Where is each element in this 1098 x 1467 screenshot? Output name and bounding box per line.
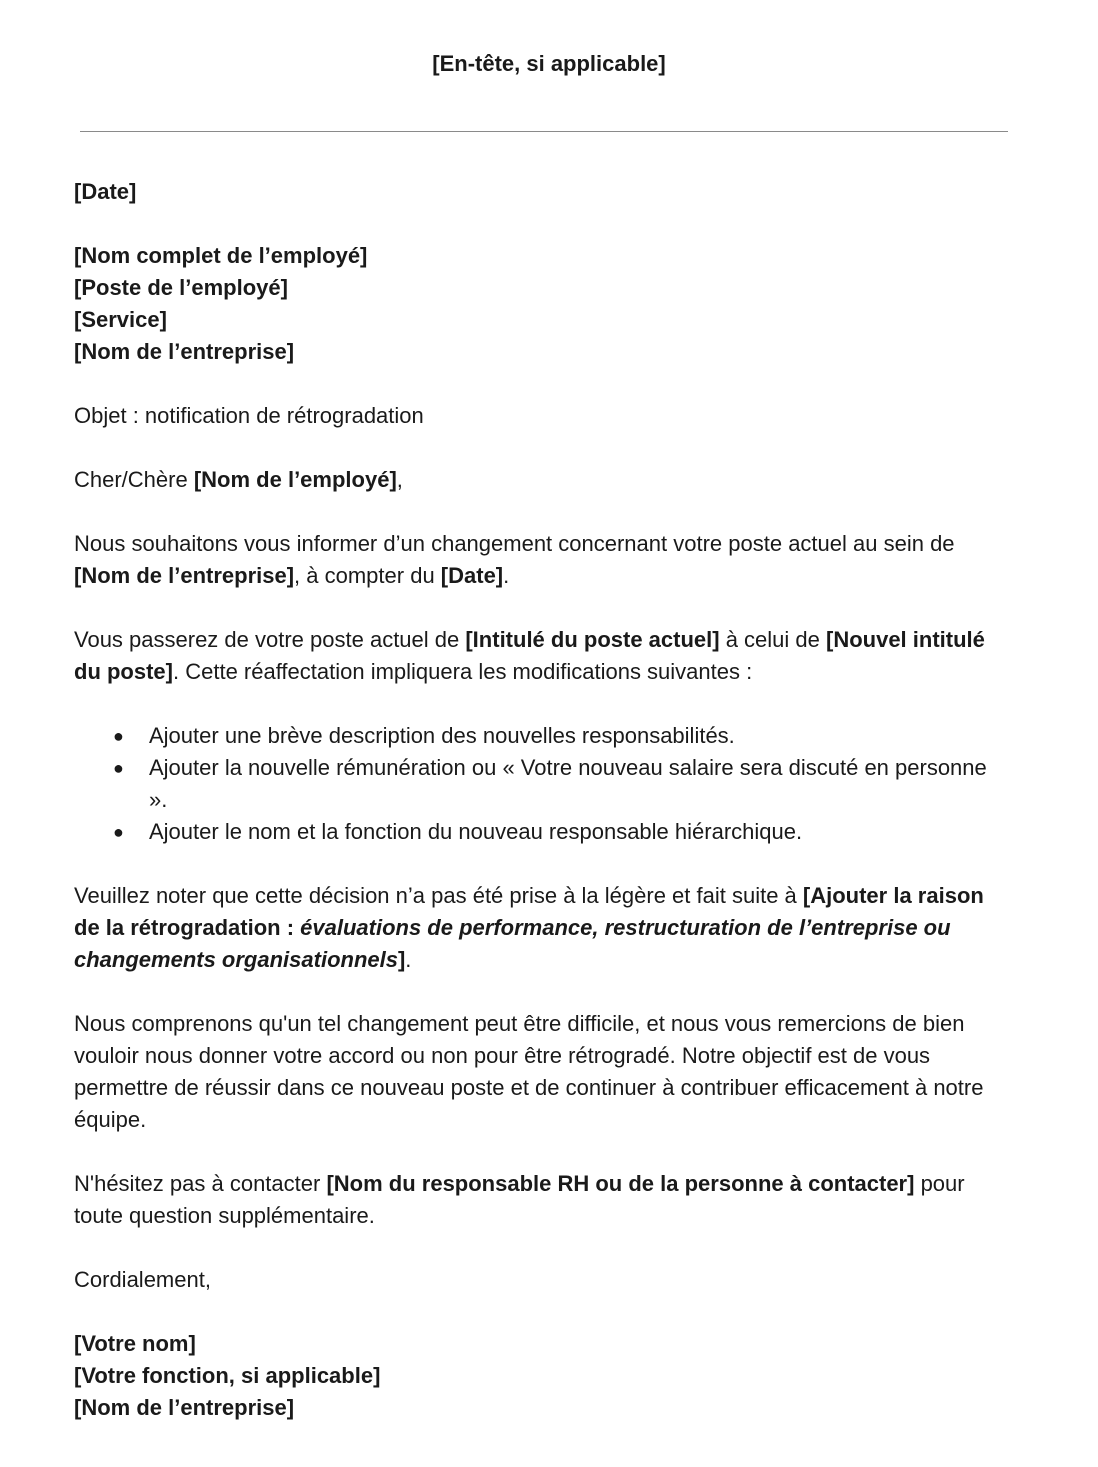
bullet-icon: ● [113,726,124,746]
recipient-department: [Service] [74,307,167,332]
salutation [74,464,1004,496]
paragraph-understanding [74,1008,1004,1136]
reason-text-2: . [405,947,412,972]
letter-body [74,176,1004,1456]
intro-text-1: Nous souhaitons vous informer d’un changement concernant votre poste actuel au sein de [74,531,955,556]
closing-text: Cordialement, [74,1267,211,1292]
paragraph-reassignment [74,624,1004,688]
reason-examples: évaluations de performance, restructuration de l’entreprise ou changements organisationnels [74,915,951,972]
current-title: [Intitulé du poste actuel] [465,627,720,652]
reason-text-1: Veuillez noter que cette décision n’a pas été prise à la légère et fait suite à [74,883,803,908]
contact-text-2: pour toute question supplémentaire. [74,1171,965,1228]
letter-date [74,176,1004,208]
closing [74,1264,1004,1296]
paragraph-intro [74,528,1004,592]
recipient-block [74,240,1004,368]
subject-text: Objet : notification de rétrogradation [74,403,424,428]
reason-open: [Ajouter la raison de la rétrogradation : [74,883,984,940]
reassign-text-1: Vous passerez de votre poste actuel de [74,627,466,652]
changes-list [74,720,1004,848]
bullet-icon: ● [113,822,124,842]
list-item-text: Ajouter le nom et la fonction du nouveau responsable hiérarchique. [149,819,803,844]
new-title: [Nouvel intitulé du poste] [74,627,985,684]
understanding-text: Nous comprenons qu'un tel changement peut être difficile, et nous vous remercions de bien vouloir nous donner votre accord ou non pour être rétrogradé. Notre objectif est de vous permettre de réussir dans ce nouveau poste et de continuer à contribuer efficacement à notre équipe. [74,1011,984,1132]
signature-company: [Nom de l’entreprise] [74,1395,295,1420]
bullet-icon: ● [113,758,124,778]
reassign-text-2: à celui de [719,627,826,652]
list-item-text: Ajouter une brève description des nouvelles responsabilités. [149,723,735,748]
reason-close: ] [397,947,406,972]
intro-date: [Date] [440,563,504,588]
signature-block [74,1328,1004,1424]
list-item [74,752,1004,816]
salutation-prefix: Cher/Chère [74,467,194,492]
salutation-suffix: , [396,467,403,492]
paragraph-contact [74,1168,1004,1232]
list-item [74,816,1004,848]
list-item-text: Ajouter la nouvelle rémunération ou « Votre nouveau salaire sera discuté en personne ». [149,755,987,812]
header-divider [80,131,1008,132]
salutation-name: [Nom de l’employé] [193,467,397,492]
page-header: [En-tête, si applicable] [432,51,666,76]
contact-name: [Nom du responsable RH ou de la personne à contacter] [326,1171,915,1196]
intro-text-3: . [503,563,510,588]
recipient-full-name: [Nom complet de l’employé] [74,243,368,268]
list-item [74,720,1004,752]
contact-text-1: N'hésitez pas à contacter [74,1171,327,1196]
signature-role: [Votre fonction, si applicable] [74,1363,381,1388]
intro-text-2: , à compter du [294,563,441,588]
date-text: [Date] [74,179,137,204]
recipient-company: [Nom de l’entreprise] [74,339,295,364]
recipient-position: [Poste de l’employé] [74,275,288,300]
reassign-text-3: . Cette réaffectation impliquera les modifications suivantes : [173,659,753,684]
signature-name: [Votre nom] [74,1331,196,1356]
paragraph-reason [74,880,1004,976]
letter-subject [74,400,1004,432]
intro-company: [Nom de l’entreprise] [74,563,295,588]
